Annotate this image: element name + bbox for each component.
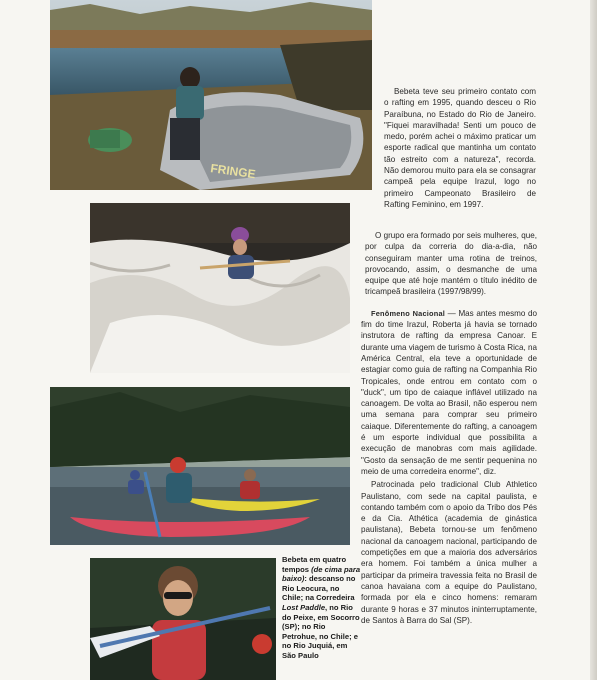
photo-kayaks-group <box>50 387 350 545</box>
raft-lettering: FRINGE <box>209 161 257 182</box>
caption-end: , no Rio do Peixe, em Socorro (SP); no Rio Petrohue, no Chile; e no Rio Juquiá, em São Paulo <box>282 602 360 660</box>
photo-rapids <box>90 203 350 373</box>
article-section <box>361 308 537 477</box>
article-column-top <box>384 86 536 212</box>
section-heading: Fenômeno Nacional <box>371 308 446 318</box>
photo-raft-on-river <box>50 0 372 190</box>
section-dash: — <box>445 308 459 318</box>
article-paragraph: O grupo era formado por seis mulheres, que, por culpa da correria do dia-a-dia, não conseguiram manter uma rotina de treinos, provocando, assim, o desmanche de uma equipe que até hoje mantém o título inédito de tricampeã brasileira (1997/98/99). <box>365 231 537 297</box>
caption-body: : descanso no Rio Leocura, no Chile; na Corredeira <box>282 574 356 603</box>
caption-direction: (de cima para baixo) <box>282 564 361 584</box>
caption-lead: Bebeta em quatro tempos <box>282 555 347 574</box>
caption-place: Lost Paddle <box>282 602 326 612</box>
photo-portrait <box>90 558 276 680</box>
article-paragraph: Bebeta teve seu primeiro contato com o rafting em 1995, quando desceu o Rio Paraíbuna, no Estado do Rio de Janeiro. "Fiquei maravilhada! Senti um pouco de medo, porém achei o máximo praticar um esporte radical que mantinha um contato tão estreito com a natureza", recorda. Não demorou muito para ela se consagrar campeã pela equipe Irazul, logo no primeiro Campeonato Brasileiro de Rafting Feminino, em 1997. <box>384 87 536 209</box>
photo-caption <box>282 555 362 661</box>
article-column-main <box>361 230 537 628</box>
article-paragraph: Patrocinada pelo tradicional Club Athletico Paulistano, com sede na capital paulista, e contando também com o apoio da Tribo dos Pés e da Cia. Athética (academia de ginástica paulistana), Bebeta tornou-se um fenômeno nacional da canoagem nacional, participando de competições em que a maioria dos adversários era homem. Foi também a única mulher a participar da primeira travessia feita no Brasil de canoa havaiana com a equipe do Paulistano, formada por ela e cinco homens: remaram durante 9 horas e 37 minutos ininterruptamente, de Santos à Barra do Sal (SP). <box>361 480 537 625</box>
article-paragraph: Mas antes mesmo do fim do time Irazul, Roberta já havia se tornado instrutora de rafting da empresa Canoar. E durante uma viagem de turismo à Costa Rica, na América Central, ela teve a oportunidade de estagiar como guia de rafting na Companhia Rio Tropicales, onde entrou em contato com o "duck", um tipo de caiaque inflável utilizado na canoagem. De volta ao Brasil, não esperou nem uma semana para comprar seu primeiro caiaque. Diferentemente do rafting, a canoagem é um esporte individual que possibilita a execução de manobras com mais agilidade. "Gosto da sensação de me sentir pequenina no meio de uma corredeira enorme", diz. <box>361 308 538 476</box>
page-edge <box>590 0 597 680</box>
